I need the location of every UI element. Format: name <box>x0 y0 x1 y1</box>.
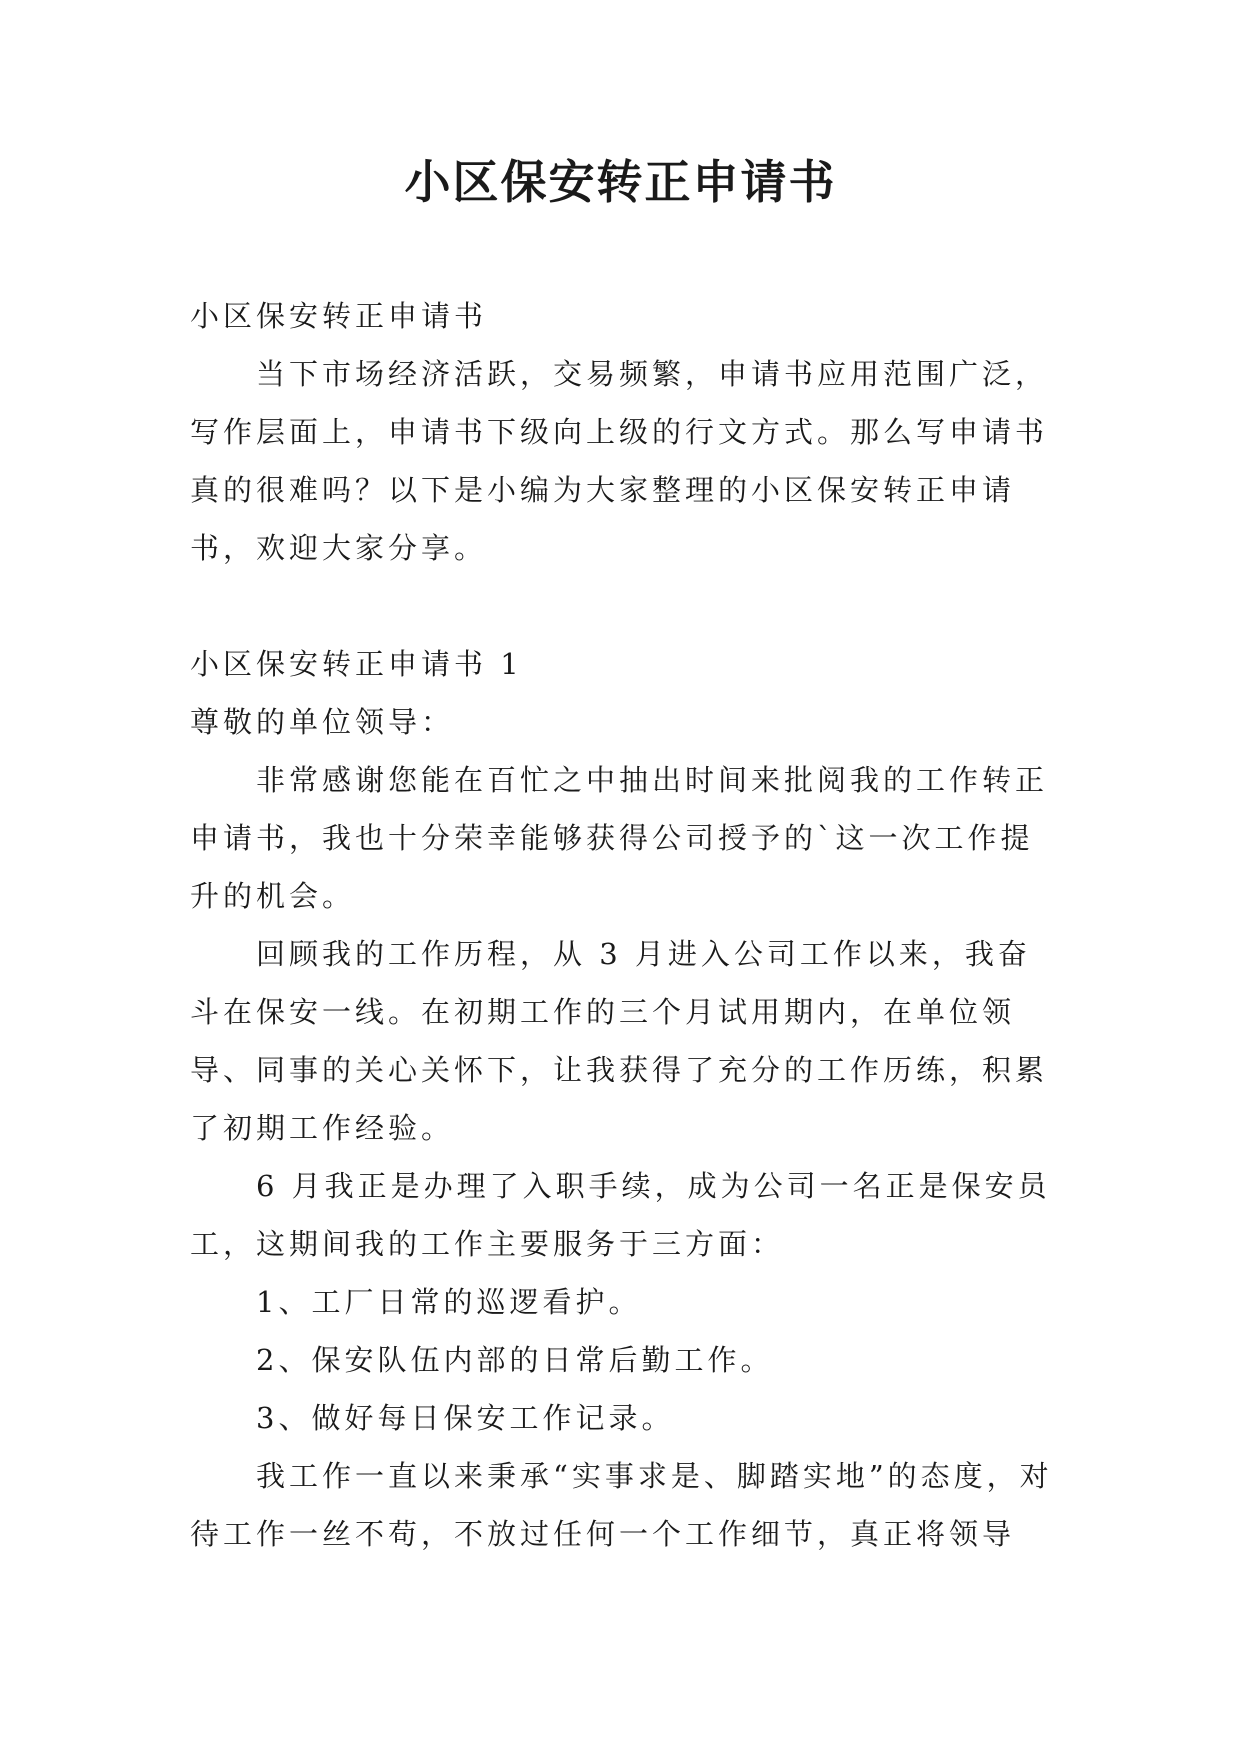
body-paragraph: 6 月我正是办理了入职手续，成为公司一名正是保安员工，这期间我的工作主要服务于三方面： <box>190 1169 1051 1261</box>
page-title: 小区保安转正申请书 <box>404 155 837 209</box>
list-item: 1、工厂日常的巡逻看护。 <box>256 1285 642 1319</box>
section-heading: 小区保安转正申请书 1 <box>190 647 523 681</box>
body-paragraph: 回顾我的工作历程，从 3 月进入公司工作以来，我奋斗在保安一线。在初期工作的三个月试用期内，在单位领导、同事的关心关怀下，让我获得了充分的工作历练，积累了初期工作经验。 <box>190 937 1049 1145</box>
intro-paragraph: 当下市场经济活跃，交易频繁，申请书应用范围广泛，写作层面上，申请书下级向上级的行文方式。那么写申请书真的很难吗？以下是小编为大家整理的小区保安转正申请书，欢迎大家分享。 <box>190 357 1049 565</box>
list-item: 2、保安队伍内部的日常后勤工作。 <box>256 1343 774 1377</box>
salutation: 尊敬的单位领导： <box>190 705 455 739</box>
body-paragraph: 非常感谢您能在百忙之中抽出时间来批阅我的工作转正申请书，我也十分荣幸能够获得公司授予的`这一次工作提升的机会。 <box>190 763 1049 913</box>
document-body <box>190 287 1054 1563</box>
body-paragraph: 我工作一直以来秉承“实事求是、脚踏实地”的态度，对待工作一丝不苟，不放过任何一个工作细节，真正将领导 <box>190 1459 1053 1551</box>
list-item: 3、做好每日保安工作记录。 <box>256 1401 675 1435</box>
section-heading: 小区保安转正申请书 <box>190 299 488 333</box>
